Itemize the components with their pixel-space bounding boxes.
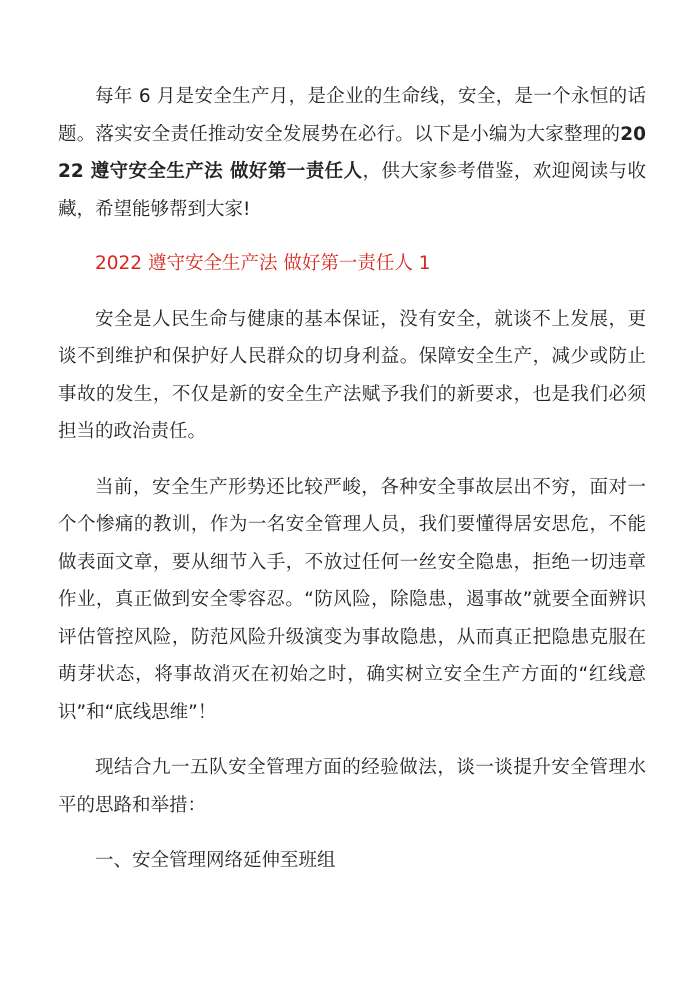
intro-bold-title: 2022 遵守安全生产法 做好第一责任人 [58,123,646,182]
body-paragraph-1: 安全是人民生命与健康的基本保证，没有安全，就谈不上发展，更谈不到维护和保护好人民群众的切身利益。保障安全生产，减少或防止事故的发生，不仅是新的安全生产法赋予我们的新要求，也是我们必须担当的政治责任。 [58,308,646,442]
body-paragraph-3: 现结合九一五队安全管理方面的经验做法，谈一谈提升安全管理水平的思路和举措： [58,757,646,816]
body-paragraph-2: 当前，安全生产形势还比较严峻，各种安全事故层出不穷，面对一个个惨痛的教训，作为一名安全管理人员，我们要懂得居安思危，不能做表面文章，要从细节入手，不放过任何一丝安全隐患，拒绝一切违章作业，真正做到安全零容忍。“防风险，除隐患，遏事故”就要全面辨识评估管控风险，防范风险升级演变为事故隐患，从而真正把隐患克服在萌芽状态，将事故消灭在初始之时，确实树立安全生产方面的“红线意识”和“底线思维”！ [58,476,646,723]
subsection-heading: 一、安全管理网络延伸至班组 [95,850,336,871]
intro-text-after: ，供大家参考借鉴，欢迎阅读与收藏，希望能够帮到大家! [58,161,646,220]
intro-text-before: 每年 6 月是安全生产月，是企业的生命线，安全，是一个永恒的话题。落实安全责任推动安全发展势在必行。以下是小编为大家整理的 [58,86,646,145]
section-heading: 2022 遵守安全生产法 做好第一责任人 1 [95,253,431,274]
intro-paragraph [58,78,646,228]
